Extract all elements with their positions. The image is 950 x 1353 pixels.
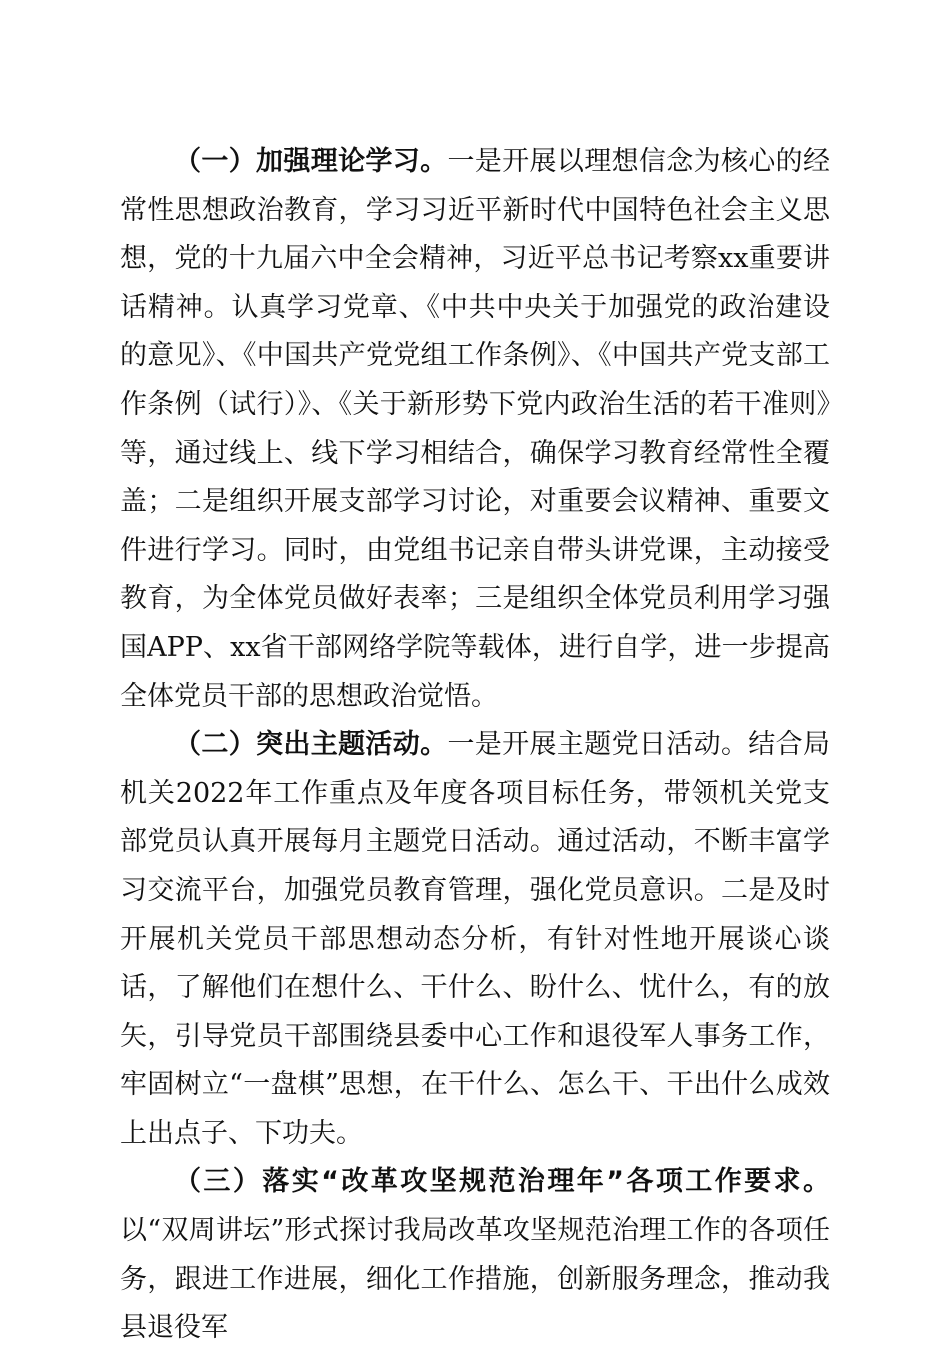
paragraph-2 — [120, 721, 830, 1158]
paragraph-3-heading: （三）落实“改革攻坚规范治理年”各项工作要求。 — [174, 1166, 830, 1198]
paragraph-2-heading: （二）突出主题活动。 — [174, 729, 448, 761]
paragraph-3 — [120, 1158, 830, 1352]
paragraph-1-text: 一是开展以理想信念为核心的经常性思想政治教育，学习习近平新时代中国特色社会主义思想，党的十九届六中全会精神，习近平总书记考察xx重要讲话精神。认真学习党章、《中共中央关于加强党的政治建设的意见》、《中国共产党党组工作条例》、《中国共产党支部工作条例（试行）》、《关于新形势下党内政治生活的若干准则》等，通过线上、线下学习相结合，确保学习教育经常性全覆盖；二是组织开展支部学习讨论，对重要会议精神、重要文件进行学习。同时，由党组书记亲自带头讲党课，主动接受教育，为全体党员做好表率；三是组织全体党员利用学习强国APP、xx省干部网络学院等载体，进行自学，进一步提高全体党员干部的思想政治觉悟。 — [120, 146, 831, 712]
paragraph-1 — [120, 138, 830, 721]
paragraph-2-text: 一是开展主题党日活动。结合局机关2022年工作重点及年度各项目标任务，带领机关党支部党员认真开展每月主题党日活动。通过活动，不断丰富学习交流平台，加强党员教育管理，强化党员意识。二是及时开展机关党员干部思想动态分析，有针对性地开展谈心谈话，了解他们在想什么、干什么、盼什么、忧什么，有的放矢，引导党员干部围绕县委中心工作和退役军人事务工作，牢固树立“一盘棋”思想，在干什么、怎么干、干出什么成效上出点子、下功夫。 — [120, 729, 831, 1149]
paragraph-1-heading: （一）加强理论学习。 — [174, 146, 448, 177]
paragraph-3-text: 以“双周讲坛”形式探讨我局改革攻坚规范治理工作的各项任务，跟进工作进展，细化工作措施，创新服务理念，推动我县退役军 — [120, 1215, 830, 1344]
document-body — [120, 138, 830, 1353]
